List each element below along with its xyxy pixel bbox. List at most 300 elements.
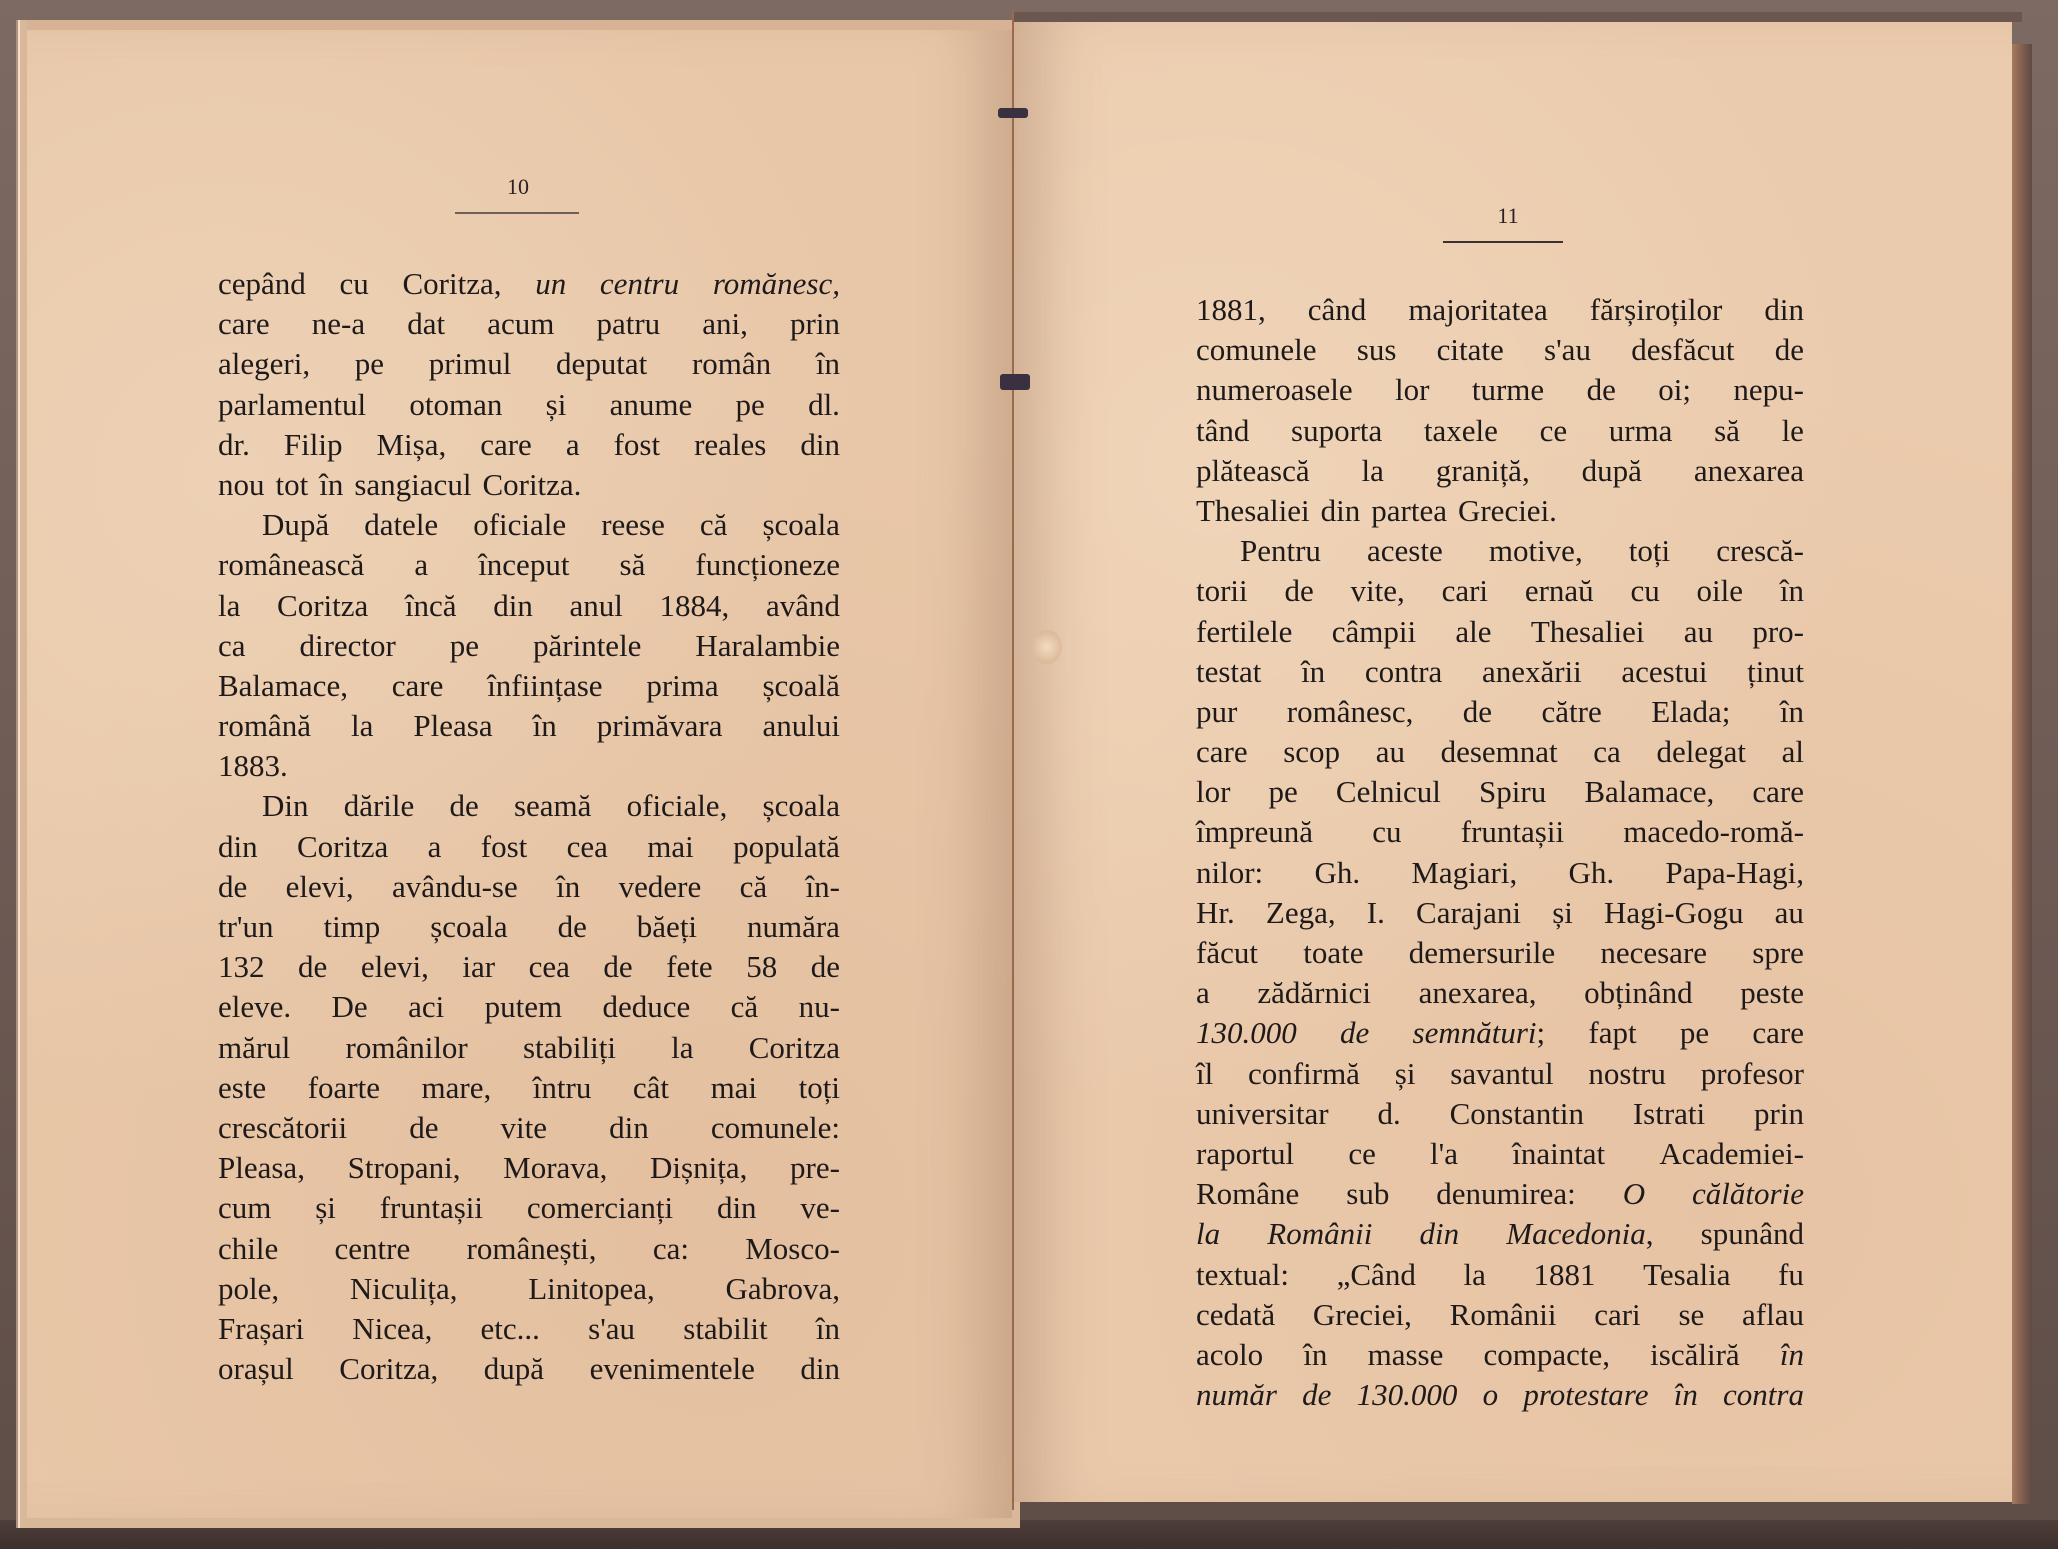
word: în — [319, 466, 344, 502]
word: Carajani — [1416, 894, 1522, 930]
word: primăvara — [596, 708, 723, 744]
text-line — [218, 867, 840, 907]
word: care — [1752, 774, 1804, 810]
text-line — [218, 1068, 840, 1108]
word: contra — [1723, 1377, 1804, 1413]
text-line — [1196, 1134, 1804, 1174]
text-line — [1196, 411, 1804, 451]
word: universitar — [1196, 1095, 1329, 1131]
text-line — [1196, 1013, 1804, 1053]
text-line — [1196, 772, 1804, 812]
page-stack-right-edge — [2012, 44, 2032, 1504]
word: le — [1781, 412, 1804, 448]
word: Pleasa — [413, 708, 493, 744]
word: Balamace, — [218, 667, 348, 703]
word: în — [1301, 653, 1326, 689]
text-line — [218, 505, 840, 545]
word: Magiari, — [1411, 854, 1518, 890]
text-line — [1196, 370, 1804, 410]
word: pe — [735, 386, 765, 422]
word: taxele — [1423, 412, 1498, 448]
word: scop — [1283, 734, 1341, 770]
text-line — [1196, 451, 1804, 491]
word: populată — [733, 828, 840, 864]
word: Hr. — [1196, 894, 1235, 930]
word: 1881 — [1533, 1256, 1596, 1292]
text-line — [1196, 612, 1804, 652]
word: ca — [218, 627, 246, 663]
word: care — [391, 667, 444, 703]
word: parlamentul — [218, 386, 367, 422]
cover-top-edge-right — [1012, 12, 2022, 22]
word: ne-a — [311, 306, 366, 342]
word: să — [619, 547, 646, 583]
word: tot — [275, 466, 309, 502]
text-line — [1196, 853, 1804, 893]
word: datele — [364, 507, 439, 543]
word: un — [535, 266, 567, 301]
word: pe — [449, 627, 480, 663]
text-line — [218, 746, 840, 786]
word: de — [409, 1109, 439, 1145]
word: fărșiroților — [1589, 292, 1723, 327]
word: patru — [596, 306, 661, 342]
word: Stropani, — [347, 1150, 461, 1186]
word: delegat — [1656, 734, 1746, 770]
word: după — [483, 1351, 545, 1387]
word: românească — [218, 547, 365, 583]
word: Thesaliei — [1530, 613, 1645, 649]
word: 130.000 — [1196, 1015, 1297, 1051]
word: către — [1541, 693, 1602, 729]
word: din — [218, 828, 258, 864]
word: din — [609, 1109, 649, 1145]
word: denumirea: — [1436, 1176, 1576, 1212]
word: s'au — [1544, 332, 1591, 368]
word: elevi, — [360, 949, 429, 985]
word: prin — [1754, 1095, 1804, 1131]
word: centru — [599, 266, 680, 301]
word: s'au — [588, 1310, 636, 1346]
word: Românii — [1267, 1216, 1373, 1252]
word: întru — [532, 1069, 592, 1105]
word: din — [1764, 292, 1804, 327]
word: Române — [1196, 1176, 1300, 1212]
text-line — [218, 987, 840, 1027]
word: românești, — [466, 1230, 597, 1266]
word: fertilele — [1196, 613, 1293, 649]
word: având — [765, 587, 840, 623]
word: anexării — [1481, 653, 1582, 689]
word: lor — [1196, 774, 1231, 810]
word: vedere — [618, 868, 702, 904]
word: desemnat — [1440, 734, 1558, 770]
text-line — [1196, 1295, 1804, 1335]
word: în — [815, 346, 840, 382]
word: Frașari — [218, 1310, 305, 1346]
word: 1883. — [218, 748, 288, 784]
word: ca — [1593, 734, 1621, 770]
text-line — [218, 907, 840, 947]
word: din — [800, 1351, 840, 1387]
text-line — [1196, 290, 1804, 330]
word: că — [739, 868, 768, 904]
word: Thesaliei — [1196, 492, 1310, 528]
word: cum — [218, 1190, 272, 1226]
word: școală — [762, 667, 840, 703]
word: oile — [1696, 573, 1744, 609]
word: masse — [1367, 1336, 1444, 1372]
word: Coritza. — [482, 466, 582, 502]
word: Greciei. — [1457, 492, 1557, 528]
word: zădărnici — [1257, 975, 1371, 1011]
word: și — [1394, 1055, 1416, 1091]
word: suporta — [1291, 412, 1383, 448]
binding-stitch — [1000, 374, 1030, 390]
word: anului — [762, 708, 840, 744]
word: care — [480, 426, 532, 462]
word: dl. — [808, 386, 840, 422]
text-line — [218, 1188, 840, 1228]
text-line — [218, 827, 840, 867]
word: Hagi-Gogu — [1604, 894, 1744, 930]
word: cari — [1594, 1296, 1641, 1332]
word: a — [565, 426, 580, 462]
word: nepu- — [1733, 372, 1804, 408]
word: românilor — [345, 1029, 468, 1065]
word: la — [1196, 1216, 1221, 1252]
word: de — [557, 909, 587, 944]
text-line — [218, 666, 840, 706]
word: Nicea, — [352, 1310, 433, 1346]
word: Zega, — [1265, 894, 1336, 930]
text-line — [1196, 973, 1804, 1013]
word: Papa-Hagi, — [1665, 854, 1804, 890]
word: pur — [1196, 693, 1238, 729]
word: în — [1673, 1377, 1698, 1413]
word: necesare — [1600, 935, 1708, 970]
word: și — [315, 1190, 336, 1226]
word: 1884, — [659, 587, 730, 623]
word: putem — [484, 989, 563, 1025]
word: de — [1284, 573, 1314, 609]
word: că — [730, 989, 759, 1025]
word: călătorie — [1692, 1176, 1804, 1212]
word: fete — [666, 949, 713, 985]
text-line — [1196, 1335, 1804, 1375]
word: câmpii — [1331, 613, 1417, 649]
text-line — [1196, 652, 1804, 692]
text-line — [1196, 1054, 1804, 1094]
word: Spiru — [1479, 774, 1547, 810]
word: al — [1781, 734, 1804, 770]
word: tr'un — [218, 909, 274, 944]
word: și — [545, 386, 567, 422]
paper-stain — [1032, 630, 1062, 664]
word: de — [298, 949, 328, 985]
word: oi; — [1658, 372, 1691, 408]
text-line — [218, 545, 840, 585]
word: acolo — [1196, 1336, 1264, 1372]
word: cari — [1441, 573, 1489, 609]
word: nou — [218, 466, 265, 502]
word: Linitopea, — [528, 1270, 655, 1306]
word: în — [1779, 573, 1804, 609]
text-line — [1196, 531, 1804, 571]
word: reese — [601, 507, 665, 543]
word: că — [699, 507, 728, 543]
word: 1881, — [1196, 292, 1266, 327]
word: sangiacul — [354, 466, 472, 502]
word: încă — [404, 587, 457, 623]
word: aceste — [1367, 533, 1443, 569]
word: care — [1752, 1015, 1804, 1051]
word: să — [1714, 412, 1740, 448]
right-page-body-text — [1196, 290, 1804, 1415]
word: cu — [1372, 814, 1402, 850]
word: părintele — [533, 627, 642, 663]
word: Elada; — [1651, 693, 1731, 729]
word: școala — [762, 788, 840, 824]
word: înaintat — [1512, 1135, 1606, 1171]
word: Haralambie — [695, 627, 840, 663]
word: comercianți — [526, 1190, 674, 1226]
text-line — [1196, 1255, 1804, 1295]
text-line — [1196, 812, 1804, 852]
word: ce — [1539, 412, 1568, 448]
word: Coritza, — [402, 266, 502, 301]
word: din — [716, 1190, 757, 1226]
book-gutter — [1012, 10, 1014, 1510]
word: numeroasele — [1196, 372, 1353, 408]
word: a — [414, 547, 429, 583]
word: desfăcut — [1631, 332, 1735, 368]
word: semnături; — [1412, 1015, 1546, 1051]
word: anume — [609, 386, 693, 422]
word: din — [1320, 492, 1361, 528]
word: Mișa, — [376, 426, 447, 462]
word: O — [1622, 1176, 1646, 1212]
word: stabilit — [683, 1310, 768, 1346]
word: la — [218, 587, 241, 623]
word: ernaŭ — [1524, 573, 1594, 609]
word: graniță, — [1435, 452, 1530, 488]
word: etc... — [480, 1310, 540, 1346]
word: turme — [1471, 372, 1545, 408]
word: mare, — [421, 1069, 492, 1105]
word: obținând — [1584, 975, 1693, 1011]
word: Dișnița, — [650, 1150, 748, 1186]
word: Balamace, — [1584, 774, 1715, 810]
word: toți — [1628, 533, 1671, 569]
word: elevi, — [285, 868, 354, 904]
word: pole, — [218, 1270, 280, 1306]
word: prin — [790, 306, 840, 342]
word: deduce — [602, 989, 691, 1025]
left-page-body-text — [218, 264, 840, 1389]
word: a — [1196, 975, 1210, 1011]
word: ve- — [800, 1190, 840, 1226]
word: din — [1419, 1216, 1460, 1252]
word: funcționeze — [695, 547, 840, 583]
text-line — [218, 1028, 840, 1068]
word: seamă — [513, 788, 592, 824]
text-line — [218, 304, 840, 344]
word: 58 — [746, 949, 778, 985]
word: în — [815, 1310, 840, 1346]
word: Tesalia — [1643, 1256, 1731, 1292]
word: urma — [1608, 412, 1673, 448]
word: orașul — [218, 1351, 294, 1387]
word: torii — [1196, 573, 1248, 609]
word: raportul — [1196, 1135, 1295, 1171]
word: de — [1586, 372, 1616, 408]
word: reales — [694, 426, 767, 462]
text-line — [218, 586, 840, 626]
word: majoritatea — [1408, 292, 1548, 327]
word: școala — [762, 507, 840, 543]
word: în — [532, 708, 557, 744]
text-line — [1196, 933, 1804, 973]
word: Românii — [1449, 1296, 1557, 1332]
word: pe — [354, 346, 385, 382]
text-line — [218, 786, 840, 826]
text-line — [218, 1148, 840, 1188]
word: Mosco- — [745, 1230, 840, 1266]
word: l'a — [1430, 1135, 1459, 1171]
word: anexarea, — [1418, 975, 1537, 1011]
text-line — [1196, 893, 1804, 933]
word: Pleasa, — [218, 1150, 305, 1186]
word: număra — [746, 909, 840, 944]
word: iscăliră — [1650, 1336, 1740, 1372]
word: 130.000 — [1356, 1377, 1458, 1413]
word: 132 — [218, 949, 265, 985]
word: partea — [1371, 492, 1447, 528]
text-line — [218, 1269, 840, 1309]
word: evenimentele — [589, 1351, 755, 1387]
word: protestare — [1523, 1377, 1649, 1413]
text-line — [1196, 732, 1804, 772]
word: prima — [646, 667, 719, 703]
word: care — [1196, 734, 1248, 770]
word: Filip — [283, 426, 343, 462]
page-number-left: 10 — [507, 174, 529, 199]
text-line — [218, 626, 840, 666]
word: după — [1581, 452, 1642, 488]
binding-stitch — [998, 108, 1028, 118]
word: Celnicul — [1335, 774, 1441, 810]
word: Coritza — [297, 828, 389, 864]
word: demersurile — [1408, 935, 1556, 970]
word: de — [810, 949, 840, 985]
word: eleve. — [218, 989, 292, 1025]
word: mai — [647, 828, 694, 864]
word: anexarea — [1693, 452, 1804, 488]
word: început — [478, 547, 570, 583]
word: cepând — [218, 266, 306, 301]
word: comunele — [1196, 332, 1317, 368]
word: pe — [1679, 1015, 1710, 1051]
word: crescătorii — [218, 1109, 348, 1145]
word: din — [800, 426, 840, 462]
word: ținut — [1747, 653, 1804, 689]
text-line — [218, 385, 840, 425]
word: număr — [1196, 1377, 1277, 1413]
word: alegeri, — [218, 346, 311, 382]
word: spre — [1752, 935, 1804, 970]
word: se — [1678, 1296, 1705, 1332]
word: de — [1302, 1377, 1332, 1413]
word: au — [1774, 894, 1804, 930]
word: de — [449, 788, 479, 824]
word: cu — [1630, 573, 1660, 609]
word: fost — [480, 828, 528, 864]
word: pe — [1268, 774, 1298, 810]
word: fu — [1778, 1256, 1804, 1292]
word: stabiliți — [522, 1029, 616, 1065]
word: românesc, — [1286, 693, 1414, 729]
text-line — [1196, 571, 1804, 611]
word: plătească — [1196, 452, 1310, 488]
word: toate — [1303, 935, 1364, 970]
text-line — [1196, 491, 1804, 531]
word: făcut — [1196, 935, 1258, 970]
word: ale — [1455, 613, 1492, 649]
word: înființase — [487, 667, 603, 703]
word: director — [299, 627, 396, 663]
word: Macedonia, — [1506, 1216, 1654, 1252]
text-line — [1196, 1375, 1804, 1415]
word: pro- — [1752, 613, 1804, 649]
word: compacte, — [1483, 1336, 1611, 1372]
word: comunele: — [710, 1109, 840, 1145]
word: tând — [1196, 412, 1250, 448]
word: d. — [1377, 1095, 1401, 1131]
word: Coritza, — [339, 1351, 439, 1387]
word: în- — [805, 868, 840, 904]
word: anul — [569, 587, 623, 623]
word: în — [1779, 693, 1804, 729]
text-line — [218, 947, 840, 987]
word: cea — [528, 949, 570, 985]
word: Constantin — [1449, 1095, 1584, 1131]
word: toți — [798, 1069, 840, 1105]
word: testat — [1196, 653, 1262, 689]
word: fapt — [1588, 1015, 1637, 1051]
word: vite, — [1350, 573, 1405, 609]
word: băeți — [636, 909, 698, 944]
word: confirmă — [1248, 1055, 1360, 1091]
word: deputat — [556, 346, 648, 382]
word: fruntașii — [1460, 814, 1565, 850]
text-line — [218, 264, 840, 304]
word: chile — [218, 1230, 279, 1266]
text-line — [218, 344, 840, 384]
word: macedo-romă- — [1623, 814, 1804, 850]
text-line — [1196, 1174, 1804, 1214]
word: fost — [613, 426, 661, 462]
word: De — [331, 989, 368, 1025]
word: Gh. — [1314, 854, 1361, 890]
word: textual: — [1196, 1256, 1289, 1292]
word: „Când — [1336, 1256, 1416, 1292]
text-line — [218, 425, 840, 465]
word: la — [671, 1029, 694, 1065]
word: După — [262, 507, 330, 543]
word: nilor: — [1196, 854, 1264, 890]
word: primul — [428, 346, 512, 382]
